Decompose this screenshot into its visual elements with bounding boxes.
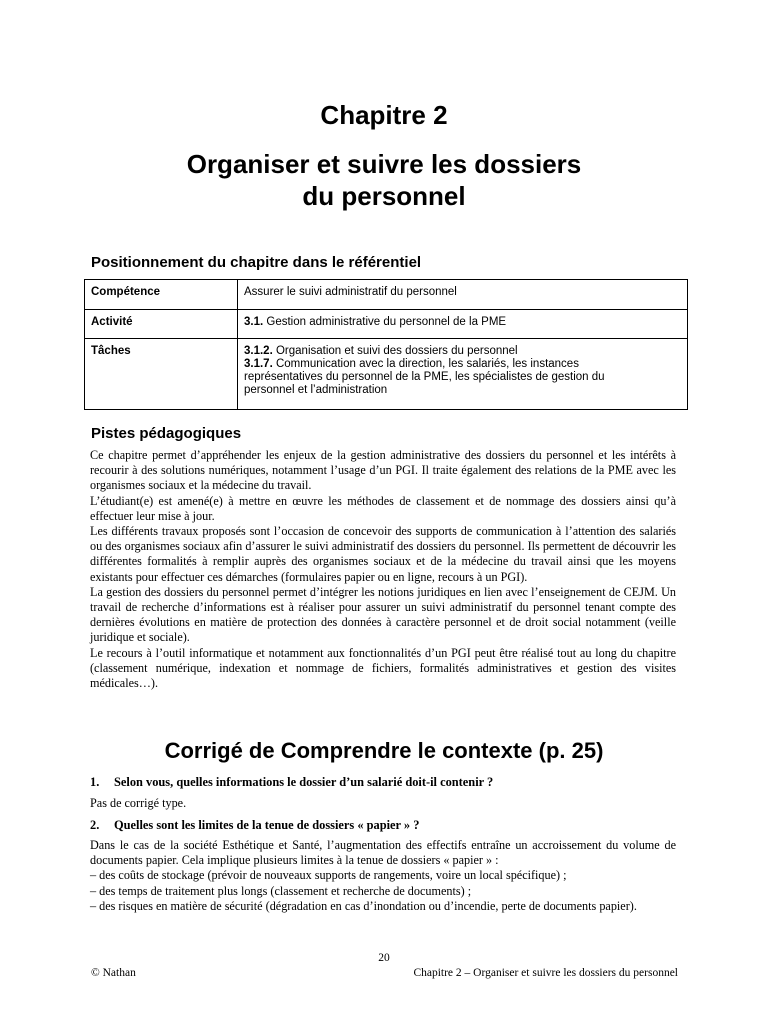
paragraph: Ce chapitre permet d’appréhender les enjeux de la gestion administrative des dossiers du personnel et les intérêts à recourir à des solutions numériques, notamment l’usage d’un PGI. Il traite également des relations de la PME avec les organismes sociaux et la médecine du travail. xyxy=(90,448,676,493)
table-cell xyxy=(238,339,688,410)
paragraph: La gestion des dossiers du personnel permet d’intégrer les notions juridiques en lien avec l’enseignement de CEJM. Un travail de recherche d’informations est à réaliser pour assurer un suivi administratif du personnel tenant compte des dernières évolutions en matière de protection des données à caractère personnel et de droit social notamment (veille juridique et sociale). xyxy=(90,584,676,645)
table-label-competence: Compétence xyxy=(85,280,238,310)
question-text: Selon vous, quelles informations le dossier d’un salarié doit-il contenir ? xyxy=(114,775,494,789)
answer-line: Dans le cas de la société Esthétique et Santé, l’augmentation des effectifs entraîne un accroissement du volume de documents papier. Cela implique plusieurs limites à la tenue de dossiers « papier » : xyxy=(90,838,676,868)
table-cell xyxy=(238,310,688,339)
cell-text: Gestion administrative du personnel de la PME xyxy=(263,316,507,328)
code-label: 3.1. xyxy=(244,316,264,328)
table-row xyxy=(85,310,688,339)
table-label-taches: Tâches xyxy=(85,339,238,410)
table-row xyxy=(85,280,688,310)
code-label: 3.1.7. xyxy=(244,358,273,370)
pistes-body xyxy=(90,448,676,691)
chapter-title-line: du personnel xyxy=(302,181,466,211)
task-line: représentatives du personnel de la PME, les spécialistes de gestion du xyxy=(244,371,605,383)
cell-text: Communication avec la direction, les salariés, les instances xyxy=(272,358,579,370)
question-text: Quelles sont les limites de la tenue de dossiers « papier » ? xyxy=(114,818,420,832)
answer-line: – des coûts de stockage (prévoir de nouveaux supports de rangements, voire un local spécifique) ; xyxy=(90,868,567,883)
paragraph: L’étudiant(e) est amené(e) à mettre en œuvre les méthodes de classement et de nommage des dossiers ainsi qu’à effectuer leur mise à jour. xyxy=(90,493,676,523)
chapter-number: Chapitre 2 xyxy=(320,100,448,130)
answer-line: – des risques en matière de sécurité (dégradation en cas d’inondation ou d’incendie, perte de documents papier). xyxy=(90,898,637,913)
answer-line: – des temps de traitement plus longs (classement et recherche de documents) ; xyxy=(90,883,472,898)
footer-chapter: Chapitre 2 – Organiser et suivre les dossiers du personnel xyxy=(413,967,678,979)
answer-2 xyxy=(90,838,676,914)
paragraph: Les différents travaux proposés sont l’occasion de concevoir des supports de communication à l’attention des salariés ou des organismes sociaux afin d’assurer le suivi administratif des dossiers du personnel. Ils permettent de découvrir les différentes formalités à remplir auprès des organismes sociaux et de la médecine du travail ainsi que les moyens existants pour effectuer ces démarches (formulaires papier ou en ligne, recours à un PGI). xyxy=(90,524,676,584)
footer-publisher: © Nathan xyxy=(91,967,136,979)
task-line: personnel et l’administration xyxy=(244,384,388,396)
question-2 xyxy=(90,818,419,833)
answer-1: Pas de corrigé type. xyxy=(90,796,187,810)
positionnement-heading: Positionnement du chapitre dans le référentiel xyxy=(91,254,422,271)
task-line xyxy=(244,345,681,358)
table-label-activite: Activité xyxy=(85,310,238,339)
table-row xyxy=(85,339,688,410)
task-line xyxy=(244,358,681,371)
code-label: 3.1.2. xyxy=(244,345,273,357)
page-number: 20 xyxy=(378,952,390,964)
chapter-title xyxy=(0,148,768,212)
referentiel-table xyxy=(84,279,688,410)
question-number: 1. xyxy=(90,775,100,789)
corrige-heading: Corrigé de Comprendre le contexte (p. 25) xyxy=(164,738,604,763)
chapter-title-line: Organiser et suivre les dossiers xyxy=(186,149,582,179)
cell-text: Organisation et suivi des dossiers du personnel xyxy=(272,345,518,357)
pistes-heading: Pistes pédagogiques xyxy=(91,425,242,442)
paragraph: Le recours à l’outil informatique et notamment aux fonctionnalités d’un PGI peut être réalisé tout au long du chapitre (classement numérique, indexation et nommage de fichiers, formalités administratives et gestion des visites médicales…). xyxy=(90,645,676,691)
question-number: 2. xyxy=(90,818,100,832)
table-cell: Assurer le suivi administratif du personnel xyxy=(238,280,688,310)
question-1 xyxy=(90,775,493,790)
